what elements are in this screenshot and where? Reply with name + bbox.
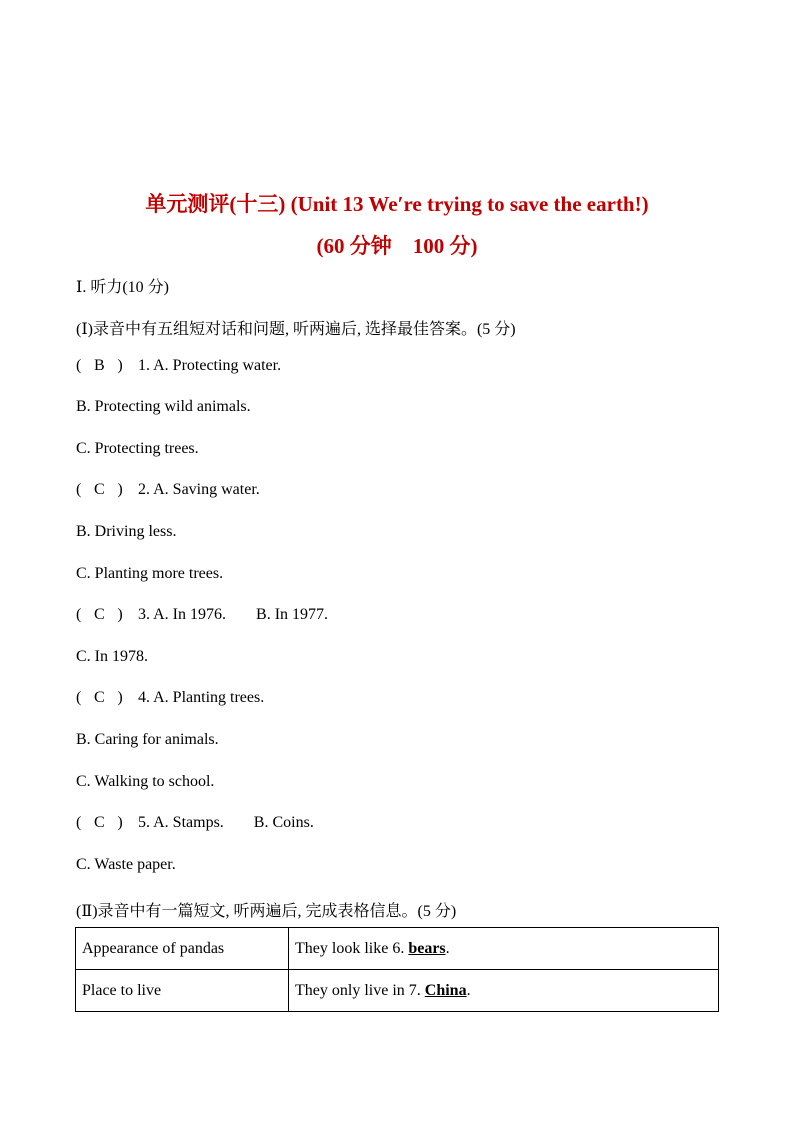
question-4-option-a: A. Planting trees. (153, 689, 265, 706)
row2-answer: China (424, 981, 467, 999)
question-5-number: 5. (138, 814, 150, 831)
answer-3: C (93, 606, 105, 623)
question-5-option-c: C. Waste paper. (76, 856, 176, 873)
answer-bracket: ( C ) (76, 689, 123, 706)
question-5 (76, 814, 314, 832)
question-3-option-b: B. In 1977. (256, 606, 329, 623)
question-3 (76, 606, 328, 624)
question-4-option-b: B. Caring for animals. (76, 731, 219, 748)
table-row (76, 970, 719, 1012)
question-1-option-a: A. Protecting water. (153, 357, 282, 374)
answer-bracket: ( C ) (76, 606, 123, 623)
row2-suffix: . (466, 981, 471, 999)
question-3-option-c: C. In 1978. (76, 648, 148, 665)
table-cell-value (289, 970, 719, 1012)
row1-answer: bears (408, 939, 446, 957)
question-1 (76, 357, 281, 375)
part1-instruction: (Ⅰ)录音中有五组短对话和问题, 听两遍后, 选择最佳答案。(5 分) (76, 321, 516, 338)
question-5-option-b: B. Coins. (253, 814, 314, 831)
table-cell-label: Appearance of pandas (76, 928, 289, 970)
question-1-option-b: B. Protecting wild animals. (76, 398, 251, 415)
table-row (76, 928, 719, 970)
page-subtitle: (60 分钟 100 分) (316, 234, 478, 258)
row1-prefix: They look like 6. (295, 939, 409, 957)
row1-suffix: . (445, 939, 450, 957)
question-2-option-b: B. Driving less. (76, 523, 177, 540)
answer-bracket: ( B ) (76, 357, 123, 374)
question-5-option-a: A. Stamps. (153, 814, 224, 831)
question-2-option-a: A. Saving water. (153, 481, 260, 498)
answer-5: C (93, 814, 105, 831)
question-2-number: 2. (138, 481, 150, 498)
section-heading: Ⅰ. 听力(10 分) (76, 279, 169, 296)
answer-2: C (93, 481, 105, 498)
question-2-option-c: C. Planting more trees. (76, 565, 224, 582)
answer-bracket: ( C ) (76, 814, 123, 831)
question-4 (76, 689, 264, 707)
question-1-number: 1. (138, 357, 150, 374)
answer-4: C (93, 689, 105, 706)
question-1-option-c: C. Protecting trees. (76, 440, 199, 457)
table-cell-value (289, 928, 719, 970)
question-3-number: 3. (138, 606, 150, 623)
page-title: 单元测评(十三) (Unit 13 We′re trying to save the earth!) (145, 192, 649, 216)
info-table (75, 927, 719, 1012)
question-4-number: 4. (138, 689, 150, 706)
question-4-option-c: C. Walking to school. (76, 773, 215, 790)
question-2 (76, 481, 260, 499)
answer-1: B (93, 357, 105, 374)
question-3-option-a: A. In 1976. (153, 606, 227, 623)
part2-instruction: (Ⅱ)录音中有一篇短文, 听两遍后, 完成表格信息。(5 分) (76, 903, 457, 920)
row2-prefix: They only live in 7. (295, 981, 425, 999)
answer-bracket: ( C ) (76, 481, 123, 498)
table-cell-label: Place to live (76, 970, 289, 1012)
